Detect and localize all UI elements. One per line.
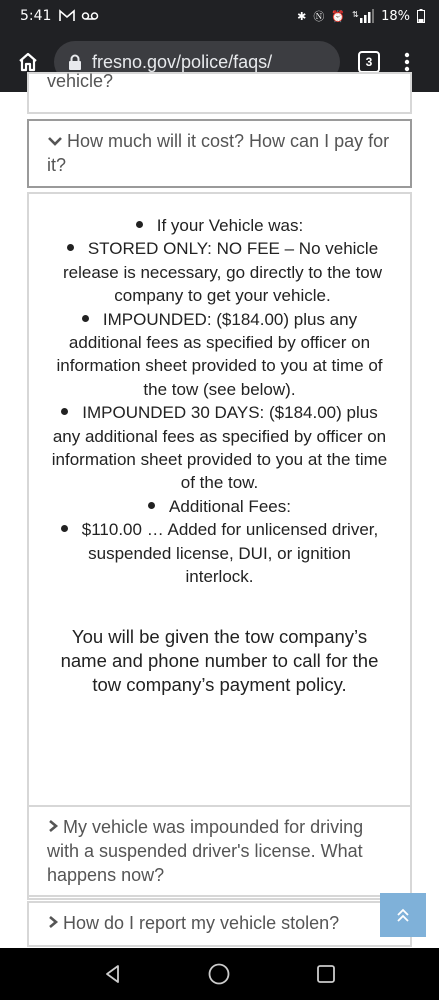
status-bar bbox=[0, 0, 439, 32]
svg-text:⇅: ⇅ bbox=[352, 10, 359, 19]
faq-question-text: My vehicle was impounded for driving with a suspended driver's license. What happens now? bbox=[47, 817, 364, 885]
fee-list bbox=[49, 214, 390, 589]
chevron-down-icon bbox=[47, 135, 63, 147]
list-item: IMPOUNDED 30 DAYS: ($184.00) plus any additional fees as specified by officer on information sheet provided to you at the time of the tow. bbox=[51, 403, 388, 493]
list-item: If your Vehicle was: bbox=[49, 214, 390, 237]
payment-note: You will be given the tow company’s name and phone number to call for the tow company’s payment policy. bbox=[60, 625, 379, 695]
double-chevron-up-icon bbox=[396, 907, 410, 923]
faq-question-text: vehicle? bbox=[47, 71, 114, 91]
more-vert-icon bbox=[404, 52, 410, 72]
home-nav-icon[interactable] bbox=[207, 962, 231, 986]
voicemail-icon bbox=[81, 10, 99, 22]
back-icon[interactable] bbox=[102, 963, 124, 985]
battery-percent: 18% bbox=[381, 8, 410, 24]
gmail-icon bbox=[59, 10, 75, 22]
battery-icon bbox=[417, 9, 425, 23]
chevron-right-icon bbox=[47, 915, 59, 929]
faq-answer-panel bbox=[27, 192, 412, 900]
faq-question-text: How much will it cost? How can I pay for it? bbox=[47, 131, 390, 175]
recents-icon[interactable] bbox=[315, 963, 337, 985]
list-item: STORED ONLY: NO FEE – No vehicle release is necessary, go directly to the tow company to get your vehicle. bbox=[62, 239, 383, 306]
list-item: Additional Fees: bbox=[49, 495, 390, 518]
lock-icon bbox=[68, 54, 82, 70]
nfc-icon: Ⓝ bbox=[313, 10, 325, 23]
signal-icon bbox=[352, 9, 374, 23]
faq-item-previous[interactable] bbox=[27, 72, 412, 114]
faq-item-report-stolen[interactable] bbox=[27, 901, 412, 947]
list-item: $110.00 … Added for unlicensed driver, suspended license, DUI, or ignition interlock. bbox=[49, 518, 390, 588]
system-nav-bar bbox=[0, 948, 439, 1000]
home-icon bbox=[16, 50, 40, 74]
overflow-menu-button[interactable] bbox=[398, 52, 416, 72]
bluetooth-icon: ✱ bbox=[297, 9, 307, 23]
url-text: fresno.gov/police/faqs/ bbox=[92, 51, 273, 72]
faq-item-suspended-license[interactable] bbox=[27, 805, 412, 897]
page-content bbox=[0, 71, 439, 948]
chevron-right-icon bbox=[47, 819, 59, 833]
status-time: 5:41 bbox=[20, 8, 52, 24]
faq-question-text: How do I report my vehicle stolen? bbox=[63, 913, 340, 933]
faq-item-cost[interactable] bbox=[27, 119, 412, 188]
tab-switcher-button[interactable]: 3 bbox=[358, 51, 380, 73]
list-item: IMPOUNDED: ($184.00) plus any additional fees as specified by officer on information sheet provided to you at time of the tow (see below). bbox=[56, 309, 383, 399]
scroll-to-top-button[interactable] bbox=[380, 893, 426, 937]
alarm-icon: ⏰ bbox=[331, 9, 346, 23]
